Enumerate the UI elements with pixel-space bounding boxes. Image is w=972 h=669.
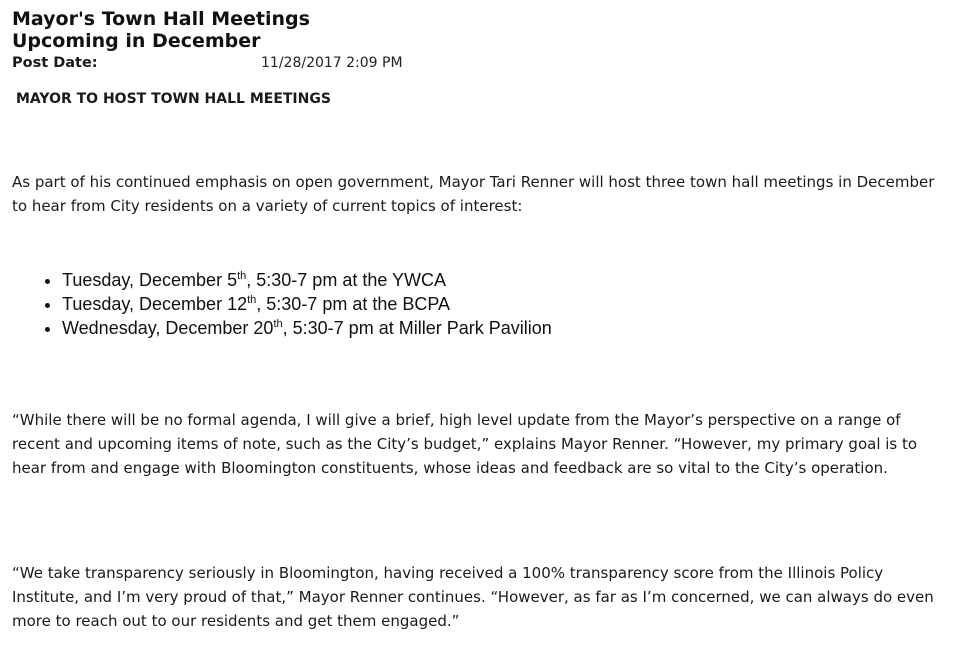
article-headline: MAYOR TO HOST TOWN HALL MEETINGS	[16, 91, 331, 107]
quote-paragraph-1: “While there will be no formal agenda, I will give a brief, high level update from the Mayor’s perspective on a range of recent and upcoming items of note, such as the City’s budget,” explains Mayor Renner. “However, my primary goal is to hear from and engage with Bloomington constituents, whose ideas and feedback are so vital to the City’s operation.	[12, 411, 918, 477]
title-line-2: Upcoming in December	[12, 30, 261, 52]
meeting-details: , 5:30-7 pm at Miller Park Pavilion	[282, 318, 552, 338]
post-date-row	[12, 54, 403, 72]
meeting-details: , 5:30-7 pm at the YWCA	[246, 270, 447, 290]
post-date-value: 11/28/2017 2:09 PM	[261, 55, 403, 71]
meeting-day-suffix: th	[273, 318, 283, 330]
article-title	[12, 8, 310, 52]
intro-paragraph: As part of his continued emphasis on open government, Mayor Tari Renner will host three town hall meetings in December to hear from City residents on a variety of current topics of interest:	[12, 173, 935, 215]
meeting-details: , 5:30-7 pm at the BCPA	[256, 294, 451, 314]
list-item	[62, 268, 552, 292]
meeting-day: Tuesday, December 5	[62, 270, 238, 290]
meeting-day-suffix: th	[237, 270, 247, 282]
list-item	[62, 316, 552, 340]
title-line-1: Mayor's Town Hall Meetings	[12, 8, 310, 30]
meeting-day: Tuesday, December 12	[62, 294, 248, 314]
list-item	[62, 292, 552, 316]
quote-paragraph-2: “We take transparency seriously in Bloomington, having received a 100% transparency score from the Illinois Policy Institute, and I’m very proud of that,” Mayor Renner continues. “However, as far as I’m concerned, we can always do even more to reach out to our residents and get them engaged.”	[12, 564, 934, 630]
meeting-day: Wednesday, December 20	[62, 318, 274, 338]
post-date-label: Post Date:	[12, 55, 98, 71]
meetings-list	[12, 268, 552, 340]
meeting-day-suffix: th	[247, 294, 257, 306]
